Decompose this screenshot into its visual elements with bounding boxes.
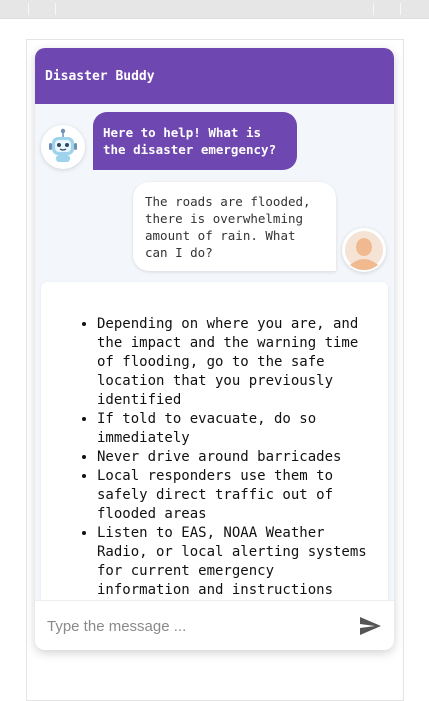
top-bar-divider (400, 3, 401, 15)
chat-header (35, 48, 394, 104)
user-message: The roads are flooded, there is overwhelming amount of rain. What can I do? (133, 182, 336, 271)
send-icon (358, 614, 382, 638)
bot-response-card (41, 282, 388, 612)
response-item: • Depending on where you are, and the impact and the warning time of flooding, go to the safe location that you previously identified (97, 315, 374, 410)
top-bar-divider (55, 3, 56, 15)
message-input[interactable] (45, 617, 339, 636)
bot-message: Here to help! What is the disaster emergency? (93, 112, 297, 170)
person-icon (342, 228, 386, 272)
top-bar-divider (28, 3, 29, 15)
response-item: • Listen to EAS, NOAA Weather Radio, or local alerting systems for current emergency information and instructions (97, 524, 374, 600)
response-item: • Local responders use them to safely direct traffic out of flooded areas (97, 467, 374, 524)
response-item: • If told to evacuate, do so immediately (97, 410, 374, 448)
chat-title: Disaster Buddy (45, 68, 155, 84)
message-input-bar (35, 600, 394, 650)
response-list (41, 315, 388, 600)
robot-icon (41, 125, 85, 169)
top-bar-divider (373, 3, 374, 15)
bot-avatar (41, 125, 85, 169)
response-item: • Never drive around barricades (97, 448, 374, 467)
chat-widget (35, 48, 394, 650)
browser-top-bar (0, 0, 429, 19)
user-avatar (342, 228, 386, 272)
send-button[interactable] (358, 614, 382, 638)
